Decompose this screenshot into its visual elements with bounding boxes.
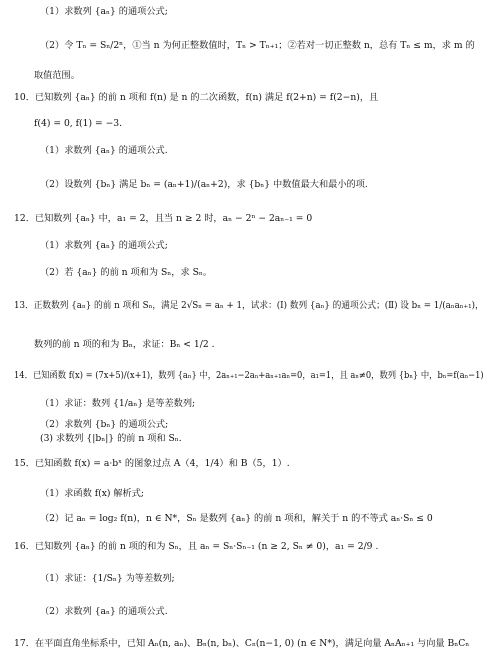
problem-12: 12．已知数列 {aₙ} 中，a₁ = 2，且当 n ≥ 2 时，aₙ − 2ⁿ − 2aₙ₋₁ = 0 [14,213,313,224]
text-line: （1）求数列 {aₙ} 的通项公式; [40,6,168,17]
text-line: （2）记 aₙ = log₂ f(n)，n ∈ N*，Sₙ 是数列 {aₙ} 的前 n 项和，解关于 n 的不等式 aₙ·Sₙ ≤ 0 [40,513,433,524]
text-line: （1）求证：数列 {1/aₙ} 是等差数列; [40,398,196,409]
text-line: （2）求数列 {aₙ} 的通项公式. [40,606,168,617]
problem-16: 16．已知数列 {aₙ} 的前 n 项的和为 Sₙ，且 aₙ = Sₙ·Sₙ₋₁ (n ≥ 2, Sₙ ≠ 0)，a₁ = 2/9 . [14,541,379,552]
text-line: （2）令 Tₙ = Sₙ/2ⁿ，①当 n 为何正整数值时，Tₙ > Tₙ₊₁；②若对一切正整数 n，总有 Tₙ ≤ m，求 m 的 [40,40,475,51]
text-line: 数列的前 n 项的和为 Bₙ，求证：Bₙ < 1/2 . [34,339,215,350]
problem-10: 10．已知数列 {aₙ} 的前 n 项和 f(n) 是 n 的二次函数，f(n) 满足 f(2+n) = f(2−n)，且 [14,92,379,103]
text-line: （1）求证：{1/Sₙ} 为等差数列; [40,573,175,584]
problem-13: 13．正数数列 {aₙ} 的前 n 项和 Sₙ，满足 2√Sₙ = aₙ + 1，试求：(Ⅰ) 数列 {aₙ} 的通项公式；(Ⅱ) 设 bₙ = 1/(aₙaₙ₊₁)， [14,300,484,311]
problem-15: 15．已知函数 f(x) = a·bˣ 的图象过点 A（4，1/4）和 B（5，1）. [14,458,290,469]
text-line: （1）求函数 f(x) 解析式; [40,488,145,499]
problem-17: 17．在平面直角坐标系中，已知 Aₙ(n, aₙ)、Bₙ(n, bₙ)、Cₙ(n−1, 0) (n ∈ N*)，满足向量 AₙAₙ₊₁ 与向量 BₙCₙ [14,638,470,649]
text-line: (3) 求数列 {|bₙ|} 的前 n 项和 Sₙ. [40,433,182,444]
text-line: （1）求数列 {aₙ} 的通项公式; [40,240,168,251]
text-line: 取值范围。 [34,70,80,81]
problem-14: 14．已知函数 f(x) = (7x+5)/(x+1)，数列 {aₙ} 中，2aₙ₊₁−2aₙ+aₙ₊₁aₙ=0，a₁=1，且 aₙ≠0，数列 {bₙ} 中，bₙ=f(aₙ−1) [14,370,484,381]
text-line: f(4) = 0, f(1) = −3. [34,118,123,129]
text-line: （1）求数列 {aₙ} 的通项公式. [40,145,168,156]
text-line: （2）求数列 {bₙ} 的通项公式; [40,419,169,430]
text-line: （2）设数列 {bₙ} 满足 bₙ = (aₙ+1)/(aₙ+2)，求 {bₙ} 中数值最大和最小的项. [40,179,368,190]
text-line: （2）若 {aₙ} 的前 n 项和为 Sₙ，求 Sₙ。 [40,267,213,278]
